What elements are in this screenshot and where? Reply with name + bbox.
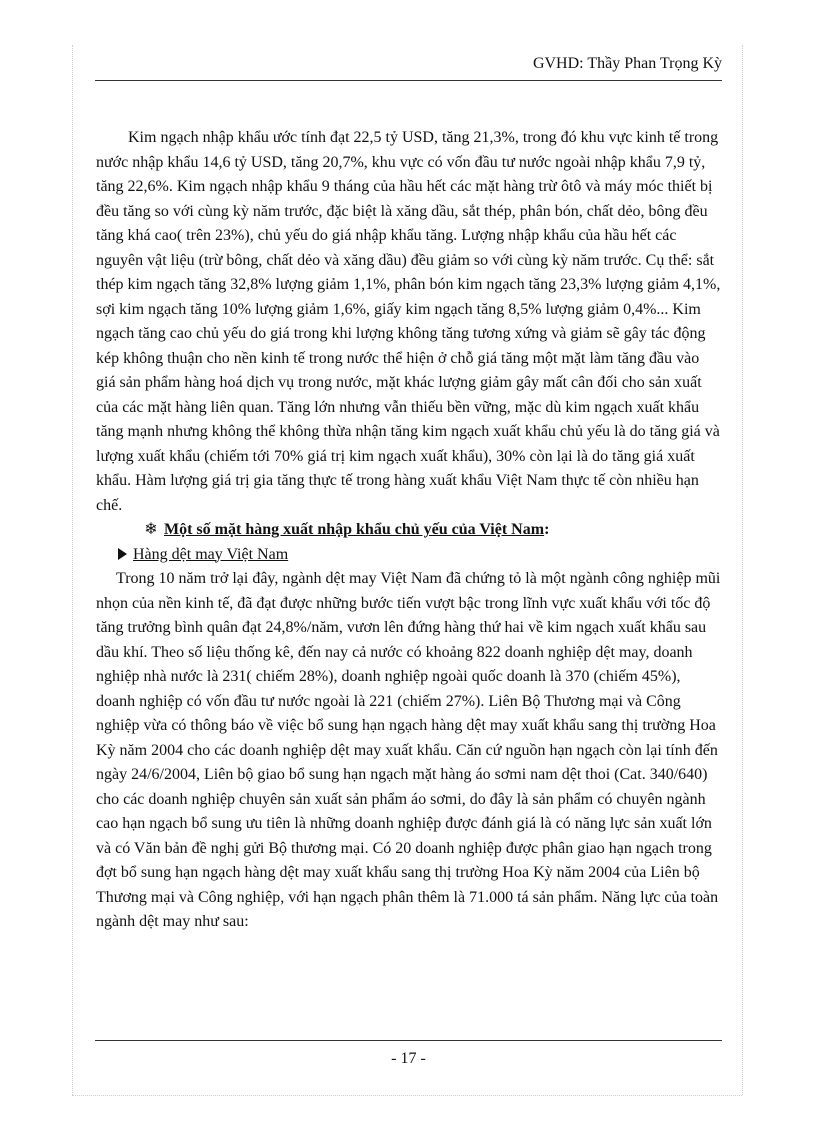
page-number: - 17 - bbox=[391, 1050, 426, 1067]
section-heading-text: Một số mặt hàng xuất nhập khẩu chủ yếu của Việt Nam bbox=[164, 521, 545, 538]
section-heading bbox=[96, 518, 722, 543]
subsection-heading bbox=[96, 543, 722, 568]
section-heading-suffix: : bbox=[544, 521, 550, 538]
page-header bbox=[95, 52, 722, 81]
header-supervisor: GVHD: Thầy Phan Trọng Kỳ bbox=[532, 55, 722, 72]
snowflake-bullet-icon: ❄ bbox=[144, 521, 158, 538]
subsection-heading-text: Hàng dệt may Việt Nam bbox=[133, 545, 289, 563]
paragraph-import-turnover: Kim ngạch nhập khẩu ước tính đạt 22,5 tỷ USD, tăng 21,3%, trong đó khu vực kinh tế trong nước nhập khẩu 14,6 tỷ USD, tăng 20,7%, khu vực có vốn đầu tư nước ngoài nhập khẩu 7,9 tỷ, tăng 22,6%. Kim ngạch nhập khẩu 9 tháng của hầu hết các mặt hàng trừ ôtô và máy móc thiết bị đều tăng so với cùng kỳ năm trước, đặc biệt là xăng dầu, sắt thép, phân bón, chất dẻo, bông đều tăng khá cao( trên 23%), chủ yếu do giá nhập khẩu tăng. Lượng nhập khẩu của hầu hết các nguyên vật liệu (trừ bông, chất dẻo và xăng dầu) đều giảm so với cùng kỳ năm trước. Cụ thể: sắt thép kim ngạch tăng 32,8% lượng giảm 1,1%, phân bón kim ngạch tăng 23,3% lượng giảm 4,1%, sợi kim ngạch tăng 10% lượng giảm 1,6%, giấy kim ngạch tăng 8,5% lượng giảm 0,4%... Kim ngạch tăng cao chủ yếu do giá trong khi lượng không tăng tương xứng và giảm sẽ gây tác động kép không thuận cho nền kinh tế trong nước thể hiện ở chỗ giá tăng một mặt làm tăng đầu vào giá sản phẩm hàng hoá dịch vụ trong nước, mặt khác lượng giảm gây mất cân đối cho sản xuất của các mặt hàng liên quan. Tăng lớn nhưng vẫn thiếu bền vững, mặc dù kim ngạch xuất khẩu tăng mạnh nhưng không thể không thừa nhận tăng kim ngạch xuất khẩu chủ yếu là do tăng giá và lượng xuất khẩu (chiếm tới 70% giá trị kim ngạch xuất khẩu), 30% còn lại là do tăng giá xuất khẩu. Hàm lượng giá trị gia tăng thực tế trong hàng xuất khẩu Việt Nam thực tế còn nhiều hạn chế. bbox=[96, 129, 721, 514]
arrow-bullet-icon bbox=[118, 548, 127, 560]
paragraph-textile-garment: Trong 10 năm trở lại đây, ngành dệt may Việt Nam đã chứng tỏ là một ngành công nghiệp mũi nhọn của nền kinh tế, đã đạt được những bước tiến vượt bậc trong lĩnh vực xuất khẩu với tốc độ tăng trưởng bình quân đạt 24,8%/năm, vươn lên đứng hàng thứ hai về kim ngạch xuất khẩu sau dầu khí. Theo số liệu thống kê, đến nay cả nước có khoảng 822 doanh nghiệp dệt may, doanh nghiệp nhà nước là 231( chiếm 28%), doanh nghiệp ngoài quốc doanh là 370 (chiếm 45%), doanh nghiệp có vốn đầu tư nước ngoài là 221 (chiếm 27%). Liên Bộ Thương mại và Công nghiệp vừa có thông báo về việc bổ sung hạn ngạch hàng dệt may xuất khẩu sang thị trường Hoa Kỳ năm 2004 cho các doanh nghiệp dệt may xuất khẩu. Căn cứ nguồn hạn ngạch còn lại tính đến ngày 24/6/2004, Liên bộ giao bổ sung hạn ngạch mặt hàng áo sơmi nam dệt thoi (Cat. 340/640) cho các doanh nghiệp chuyên sản xuất sản phẩm áo sơmi, do đây là sản phẩm có chuyên ngành cao hạn ngạch bổ sung ưu tiên là những doanh nghiệp được đánh giá là có năng lực sản xuất lớn và có Văn bản đề nghị gửi Bộ thương mại. Có 20 doanh nghiệp được phân giao hạn ngạch trong đợt bổ sung hạn ngạch hàng dệt may xuất khẩu sang thị trường Hoa Kỳ năm 2004 của Liên bộ Thương mại và Công nghiệp, với hạn ngạch phân thêm là 71.000 tá sản phẩm. Năng lực của toàn ngành dệt may như sau: bbox=[96, 570, 721, 930]
page-frame-left bbox=[72, 45, 74, 1095]
document-body bbox=[96, 126, 722, 935]
footer-rule bbox=[95, 1040, 722, 1041]
page-frame-right bbox=[742, 45, 744, 1095]
page-frame-bottom bbox=[72, 1095, 742, 1097]
